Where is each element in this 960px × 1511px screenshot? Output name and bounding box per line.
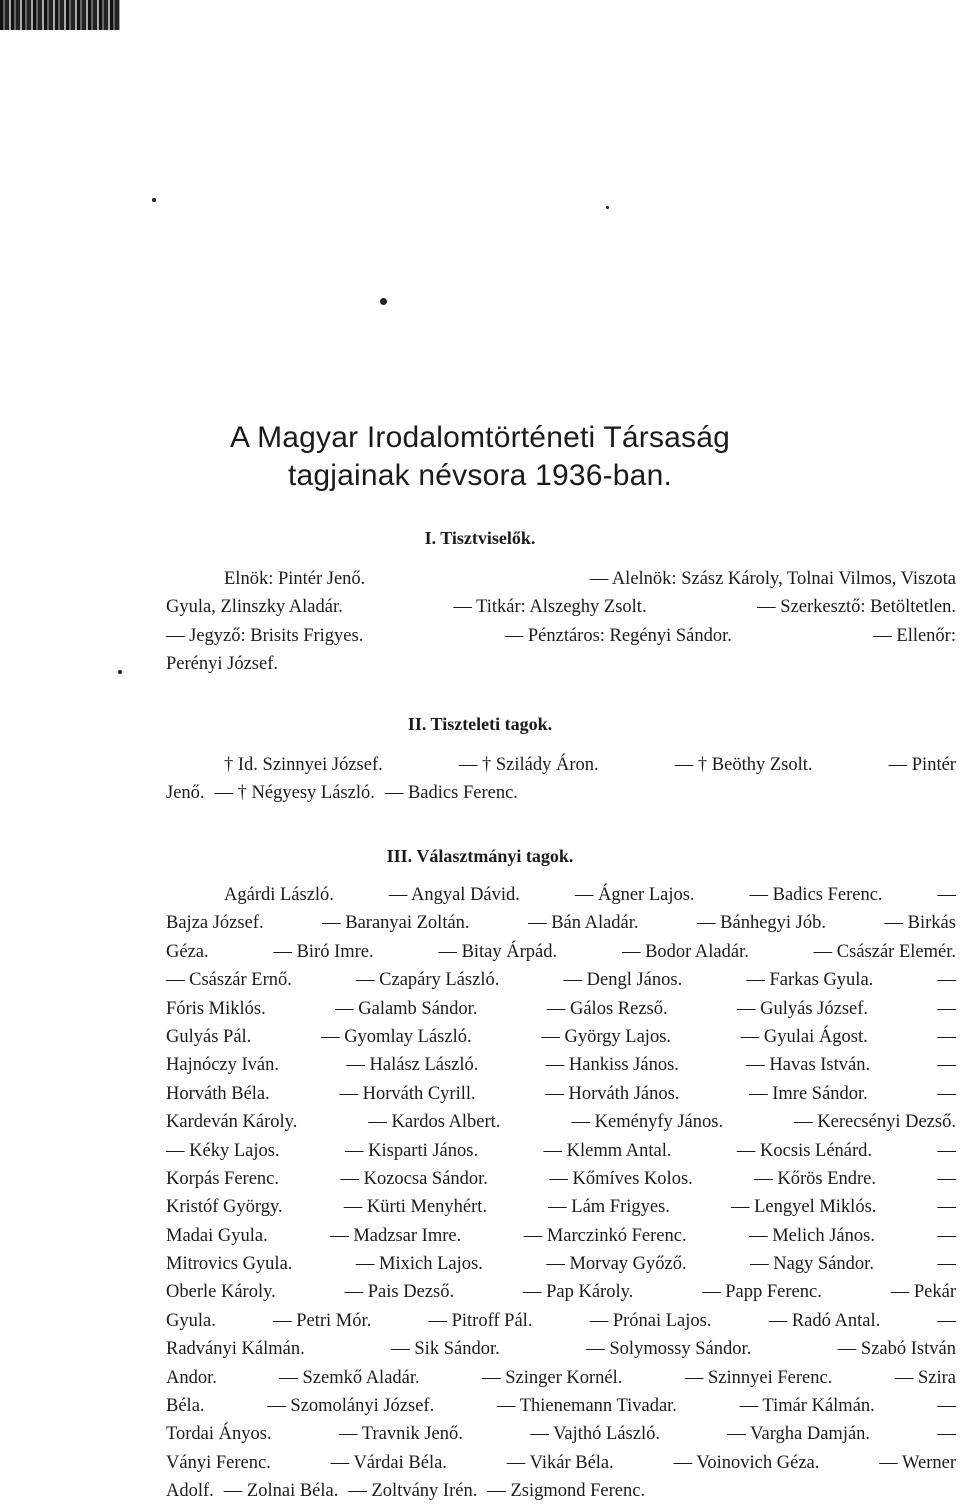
text-line (166, 966, 956, 994)
text-segment: — Gulyás József. (737, 998, 869, 1019)
text-segment: — Nagy Sándor. (750, 1254, 874, 1275)
text-segment: Gyula. (166, 1310, 216, 1331)
text-segment: — (937, 885, 956, 905)
document-title-line-1: A Magyar Irodalomtörténeti Társaság (229, 421, 731, 454)
text-segment: Fóris Miklós. (166, 998, 266, 1019)
text-segment: — Alelnök: Szász Károly, Tolnai Vilmos, Viszota (589, 569, 956, 589)
honorary-heading: II. Tiszteleti tagok. (407, 714, 553, 734)
text-line (166, 881, 956, 909)
text-segment: — Jegyző: Brisits Frigyes. (166, 625, 364, 646)
text-segment: — György Lajos. (541, 1026, 672, 1047)
text-line (166, 779, 956, 807)
text-segment: Mitrovics Gyula. (166, 1254, 293, 1275)
text-segment: — Klemm Antal. (543, 1140, 672, 1161)
text-segment: — Pintér (888, 755, 956, 775)
text-segment: — (937, 1225, 956, 1246)
text-segment: — Czapáry László. (356, 970, 500, 991)
text-segment: — Madzsar Imre. (330, 1225, 462, 1246)
text-segment: — Farkas Gyula. (746, 970, 874, 991)
text-segment: — Szinnyei Ferenc. (684, 1367, 833, 1388)
text-segment: — Bánhegyi Jób. (697, 913, 827, 934)
text-line (166, 1307, 956, 1335)
text-segment: — (937, 1197, 956, 1218)
text-segment: — Kürti Menyhért. (343, 1197, 488, 1218)
text-line (166, 1449, 956, 1477)
text-segment: — Gyulai Ágost. (740, 1026, 868, 1047)
text-segment: — Szinger Kornél. (482, 1367, 623, 1388)
text-segment: Gulyás Pál. (166, 1026, 252, 1047)
text-segment: Madai Gyula. (166, 1225, 268, 1246)
text-segment: — Vikár Béla. (506, 1452, 614, 1473)
text-segment: — Kéky Lajos. (166, 1140, 280, 1161)
text-segment: — Kocsis Lénárd. (736, 1140, 873, 1161)
text-segment: — Voinovich Géza. (673, 1452, 820, 1473)
text-segment: — Dengl János. (563, 970, 683, 991)
text-line (166, 1137, 956, 1165)
text-segment: — Ellenőr: (873, 625, 956, 646)
text-line (166, 1193, 956, 1221)
text-segment: — † Négyesy László. (214, 783, 375, 804)
text-segment: — Bodor Aladár. (621, 941, 749, 962)
text-segment: Elnök: Pintér Jenő. (224, 569, 366, 589)
text-segment: — Kardos Albert. (368, 1112, 501, 1133)
text-segment: — (937, 1026, 956, 1047)
text-segment: — Angyal Dávid. (388, 885, 520, 905)
text-segment: Ványi Ferenc. (166, 1452, 271, 1473)
text-segment: Géza. (166, 941, 209, 962)
text-line (166, 1222, 956, 1250)
text-segment: — Császár Elemér. (813, 941, 956, 962)
text-segment: — Pap Károly. (522, 1282, 634, 1303)
committee-paragraph (166, 881, 956, 1506)
text-segment: — Bán Aladár. (528, 913, 639, 934)
text-segment: — Papp Ferenc. (702, 1282, 822, 1303)
text-segment: Hajnóczy Iván. (166, 1055, 280, 1076)
text-segment: — Kőmíves Kolos. (549, 1168, 693, 1189)
text-segment: — Werner (879, 1452, 956, 1473)
text-line (166, 593, 956, 621)
text-segment: — Horváth János. (545, 1083, 680, 1104)
text-segment: Oberle Károly. (166, 1282, 276, 1303)
text-line (166, 1165, 956, 1193)
text-segment: — Titkár: Alszeghy Zsolt. (453, 597, 647, 618)
text-line (166, 1108, 956, 1136)
scan-speck (152, 198, 156, 202)
text-segment: — Halász László. (346, 1055, 479, 1076)
text-segment: — Vajthó László. (530, 1424, 660, 1445)
text-segment: — (937, 998, 956, 1019)
text-segment: — (937, 1055, 956, 1076)
officers-heading: I. Tisztviselők. (424, 528, 536, 548)
text-segment: Bajza József. (166, 913, 264, 934)
text-segment: — Timár Kálmán. (739, 1396, 875, 1417)
text-segment: — Thienemann Tivadar. (496, 1396, 677, 1417)
text-segment: — Kőrös Endre. (754, 1168, 876, 1189)
text-segment: — Szabó István (837, 1339, 956, 1360)
text-segment: — Szomolányi József. (267, 1396, 435, 1417)
text-segment: — Pénztáros: Regényi Sándor. (504, 625, 732, 646)
text-segment: — Kisparti János. (345, 1140, 479, 1161)
document-title-line-2: tagjainak névsora 1936-ban. (287, 459, 672, 492)
text-segment: Béla. (166, 1396, 205, 1417)
text-segment: — Sik Sándor. (391, 1339, 500, 1360)
text-line (166, 1080, 956, 1108)
text-segment: — Pekár (890, 1282, 956, 1303)
text-segment: — Hankiss János. (545, 1055, 679, 1076)
text-segment: — Gyomlay László. (321, 1026, 472, 1047)
text-segment: — (937, 1168, 956, 1189)
text-segment: — Mixich Lajos. (355, 1254, 483, 1275)
text-line (166, 1335, 956, 1363)
text-segment: — (937, 1310, 956, 1331)
text-segment: — Badics Ferenc. (384, 783, 518, 804)
text-segment: — † Szilády Áron. (458, 755, 599, 775)
text-line (166, 909, 956, 937)
text-segment: † Id. Szinnyei József. (224, 755, 383, 775)
text-segment: — Pitroff Pál. (428, 1310, 533, 1331)
text-segment: — Prónai Lajos. (589, 1310, 712, 1331)
text-line (166, 938, 956, 966)
text-segment: — Ágner Lajos. (574, 885, 695, 905)
text-segment: — (937, 1254, 956, 1275)
text-segment: Agárdi László. (224, 885, 334, 905)
text-segment: Jenő. (166, 783, 205, 804)
text-segment: — (937, 1083, 956, 1104)
text-segment: Radványi Kálmán. (166, 1339, 305, 1360)
text-segment: — Lengyel Miklós. (730, 1197, 877, 1218)
text-line (166, 751, 956, 779)
text-segment: Gyula, Zlinszky Aladár. (166, 597, 343, 618)
text-segment: — Várdai Béla. (330, 1452, 447, 1473)
text-segment: — Kozocsa Sándor. (340, 1168, 488, 1189)
text-segment: — Szerkesztő: Betöltetlen. (757, 597, 956, 618)
text-segment: Kardeván Károly. (166, 1112, 298, 1133)
text-line (166, 1420, 956, 1448)
text-segment: Horváth Béla. (166, 1083, 270, 1104)
text-segment: — Biró Imre. (273, 941, 374, 962)
text-line (166, 1477, 956, 1505)
text-segment: — (937, 1424, 956, 1445)
text-line (166, 1392, 956, 1420)
text-segment: — Császár Ernő. (166, 970, 292, 991)
text-line (166, 1364, 956, 1392)
text-segment: — Imre Sándor. (749, 1083, 868, 1104)
officers-paragraph (166, 565, 956, 679)
honorary-paragraph (166, 751, 956, 808)
text-segment: — Horváth Cyrill. (339, 1083, 476, 1104)
scan-corner-mark (0, 0, 120, 30)
text-line (166, 565, 956, 593)
text-segment: Adolf. (166, 1481, 214, 1502)
text-segment: — Szemkő Aladár. (279, 1367, 420, 1388)
text-segment: — Havas István. (746, 1055, 871, 1076)
text-segment: — Kerecsényi Dezső. (794, 1112, 956, 1133)
text-segment: — Radó Antal. (768, 1310, 881, 1331)
committee-heading: III. Választmányi tagok. (386, 846, 574, 866)
text-segment: Tordai Ányos. (166, 1424, 272, 1445)
text-line (166, 1023, 956, 1051)
text-line (166, 650, 956, 678)
text-segment: — (937, 970, 956, 991)
text-segment: — Zoltvány Irén. (348, 1481, 478, 1502)
text-line (166, 1278, 956, 1306)
text-segment: — Melich János. (749, 1225, 875, 1246)
text-segment: — Zsigmond Ferenc. (487, 1481, 646, 1502)
text-segment: — Baranyai Zoltán. (322, 913, 470, 934)
text-segment: — Gálos Rezső. (546, 998, 668, 1019)
text-segment: — Keményfy János. (571, 1112, 724, 1133)
text-line (166, 1250, 956, 1278)
text-segment: — Bitay Árpád. (438, 941, 558, 962)
text-segment: — Lám Frigyes. (548, 1197, 670, 1218)
text-segment: Kristóf György. (166, 1197, 283, 1218)
text-segment: — Zolnai Béla. (223, 1481, 339, 1502)
text-line (166, 995, 956, 1023)
text-segment: — (937, 1396, 956, 1417)
text-segment: — Szira (894, 1367, 956, 1388)
text-segment: — Travnik Jenő. (339, 1424, 463, 1445)
text-segment: — Galamb Sándor. (335, 998, 478, 1019)
text-segment: — Solymossy Sándor. (586, 1339, 752, 1360)
text-segment: — Pais Dezső. (344, 1282, 455, 1303)
scan-speck (380, 298, 387, 305)
text-line (166, 622, 956, 650)
text-segment: Andor. (166, 1367, 217, 1388)
text-segment: — Vargha Damján. (727, 1424, 871, 1445)
text-segment: Korpás Ferenc. (166, 1168, 280, 1189)
scan-speck (606, 206, 609, 209)
text-segment: — Petri Mór. (273, 1310, 372, 1331)
text-line (166, 1051, 956, 1079)
text-segment: — Badics Ferenc. (749, 885, 883, 905)
scan-speck (118, 670, 122, 674)
text-segment: — (937, 1140, 956, 1161)
text-segment: Perényi József. (166, 654, 278, 675)
text-segment: — Marczinkó Ferenc. (523, 1225, 687, 1246)
text-segment: — Morvay Győző. (546, 1254, 687, 1275)
text-segment: — Birkás (884, 913, 956, 934)
text-segment: — † Beöthy Zsolt. (674, 755, 813, 775)
